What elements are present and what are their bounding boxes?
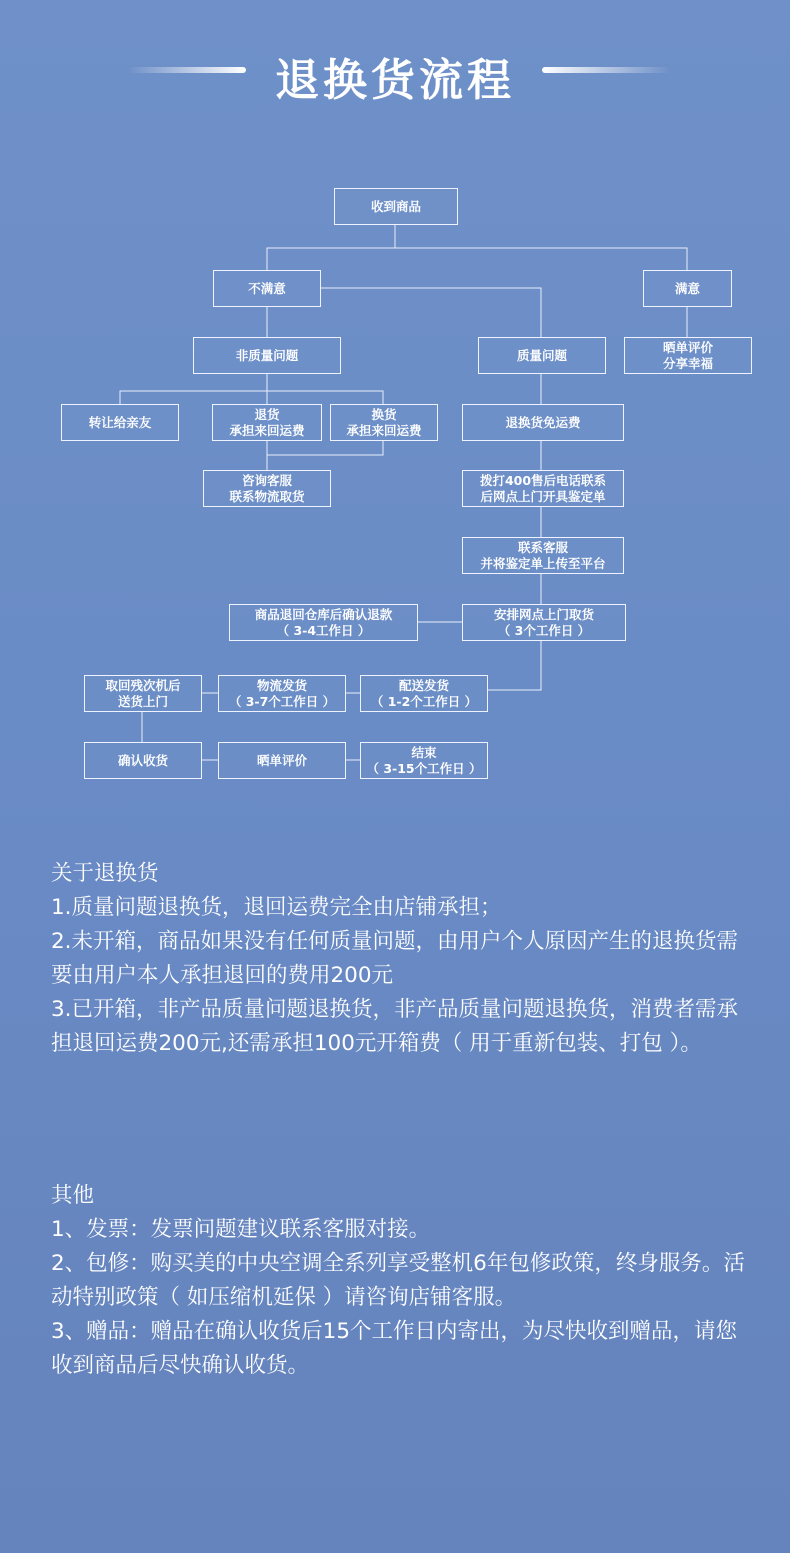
- node-label: 收到商品: [370, 198, 421, 214]
- node-label: 不满意: [248, 280, 286, 296]
- node-return-goods: [212, 404, 322, 441]
- node-label-line1: 物流发货: [256, 677, 307, 693]
- node-label-line1: 退货: [254, 406, 280, 422]
- node-refund: [229, 604, 418, 641]
- about-returns-section: [51, 857, 751, 1061]
- node-label-line1: 换货: [371, 406, 397, 422]
- node-label-line1: 咨询客服: [241, 472, 292, 488]
- node-label: 确认收货: [117, 752, 168, 768]
- node-label-line2: 送货上门: [117, 693, 168, 709]
- node-label-line1: 结束: [411, 744, 437, 760]
- node-pickup: [462, 604, 626, 641]
- node-unsatisfied: [213, 270, 321, 307]
- page-title: 退换货流程: [275, 55, 515, 106]
- node-label: 转让给亲友: [88, 414, 152, 430]
- other-section: [51, 1179, 751, 1383]
- node-label-line2: 承担来回运费: [229, 422, 305, 438]
- node-label-line1: 配送发货: [398, 677, 449, 693]
- node-delivery-shipping: [360, 675, 488, 712]
- node-label-line1: 取回残次机后: [105, 677, 181, 693]
- node-consult-service: [203, 470, 331, 507]
- other-heading: 其他: [51, 1183, 95, 1208]
- node-label: 满意: [674, 280, 700, 296]
- node-label-line2: 后网点上门开具鉴定单: [480, 488, 606, 504]
- node-exchange-goods: [330, 404, 438, 441]
- node-label-line2: （ 3-15个工作日 ）: [366, 760, 482, 776]
- node-label-line2: 联系物流取货: [229, 488, 305, 504]
- node-label-line1: 拨打400售后电话联系: [479, 472, 607, 488]
- node-review: [218, 742, 346, 779]
- node-label-line1: 商品退回仓库后确认退款: [254, 606, 393, 622]
- node-call-400: [462, 470, 624, 507]
- node-transfer-to-friend: [61, 404, 179, 441]
- node-label: 退换货免运费: [505, 414, 581, 430]
- node-label-line2: 分享幸福: [662, 355, 713, 371]
- node-label-line2: （ 3-4工作日 ）: [276, 622, 371, 638]
- node-free-shipping: [462, 404, 624, 441]
- node-label-line1: 安排网点上门取货: [493, 606, 594, 622]
- node-label-line2: （ 1-2个工作日 ）: [370, 693, 478, 709]
- node-retrieve-deliver: [84, 675, 202, 712]
- node-label-line2: 并将鉴定单上传至平台: [480, 555, 606, 571]
- node-quality-issue: [478, 337, 606, 374]
- node-satisfied: [643, 270, 732, 307]
- node-logistics-shipping: [218, 675, 346, 712]
- other-item: 3、赠品：赠品在确认收货后15个工作日内寄出，为尽快收到赠品，请您收到商品后尽快确认收货。: [51, 1319, 738, 1378]
- node-end: [360, 742, 488, 779]
- node-share-review: [624, 337, 752, 374]
- node-receive-goods: [334, 188, 458, 225]
- other-item: 2、包修：购买美的中央空调全系列享受整机6年包修政策，终身服务。活动特别政策（ 如压缩机延保 ）请咨询店铺客服。: [51, 1251, 745, 1310]
- node-label-line1: 联系客服: [517, 539, 568, 555]
- node-contact-cs: [462, 537, 624, 574]
- node-non-quality-issue: [193, 337, 341, 374]
- node-label-line1: 晒单评价: [662, 339, 713, 355]
- other-item: 1、发票：发票问题建议联系客服对接。: [51, 1217, 431, 1242]
- about-item: 2.未开箱，商品如果没有任何质量问题，由用户个人原因产生的退换货需要由用户本人承担退回的费用200元: [51, 929, 739, 988]
- node-label-line2: （ 3个工作日 ）: [497, 622, 591, 638]
- node-confirm-receipt: [84, 742, 202, 779]
- node-label-line2: （ 3-7个工作日 ）: [228, 693, 336, 709]
- node-label: 非质量问题: [235, 347, 299, 363]
- about-item: 1.质量问题退换货，退回运费完全由店铺承担；: [51, 895, 502, 920]
- node-label: 质量问题: [516, 347, 567, 363]
- about-heading: 关于退换货: [51, 861, 159, 886]
- node-label: 晒单评价: [256, 752, 307, 768]
- node-label-line2: 承担来回运费: [346, 422, 422, 438]
- about-item: 3.已开箱，非产品质量问题退换货，非产品质量问题退换货，消费者需承担退回运费200元,还需承担100元开箱费（ 用于重新包装、打包 ）。: [51, 997, 739, 1056]
